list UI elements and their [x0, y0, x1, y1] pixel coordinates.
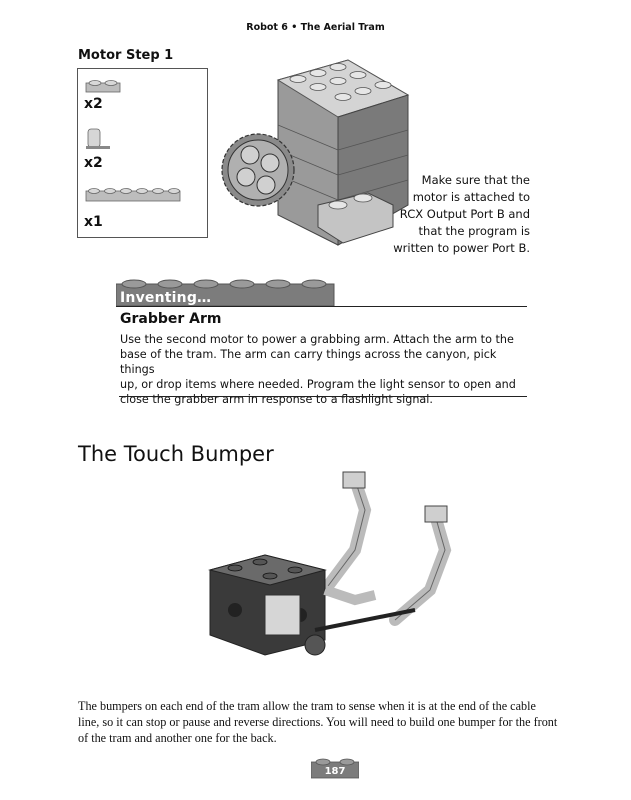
axle-peg-icon [84, 125, 114, 153]
part-quantity: x2 [84, 155, 103, 171]
bumper-description [78, 698, 598, 746]
note-line: RCX Output Port B and [399, 207, 530, 221]
divider [116, 306, 527, 307]
parts-list-box [77, 68, 208, 238]
body-line: of the tram and another one for the back. [78, 731, 277, 745]
motor-step-title: Motor Step 1 [78, 48, 174, 63]
divider [119, 396, 527, 397]
page-number: 187 [324, 766, 346, 777]
note-line: written to power Port B. [393, 241, 530, 255]
touch-bumper-illustration [205, 470, 480, 680]
running-header: Robot 6 • The Aerial Tram [246, 22, 385, 33]
note-line: that the program is [418, 224, 530, 238]
note-line: Make sure that the [421, 173, 530, 187]
part-quantity: x1 [84, 214, 103, 230]
body-line: line, so it can stop or pause and reverse directions. You will need to build one bumper for the front [78, 715, 558, 729]
note-line: motor is attached to [412, 190, 530, 204]
inventing-label: Inventing… [120, 290, 212, 306]
body-line: base of the tram. The arm can carry things across the canyon, pick things [120, 348, 497, 376]
inventing-title: Grabber Arm [120, 311, 222, 327]
section-heading: The Touch Bumper [78, 442, 274, 466]
plate-1x2-icon [84, 75, 124, 97]
body-line: close the grabber arm in response to a flashlight signal. [120, 393, 433, 406]
body-line: up, or drop items where needed. Program the light sensor to open and [120, 378, 516, 391]
body-line: The bumpers on each end of the tram allow the tram to sense when it is at the end of the cable [78, 699, 536, 713]
body-line: Use the second motor to power a grabbing arm. Attach the arm to the [120, 333, 514, 346]
plate-1x6-icon [84, 183, 184, 205]
motor-port-note [370, 172, 530, 257]
part-quantity: x2 [84, 96, 103, 112]
